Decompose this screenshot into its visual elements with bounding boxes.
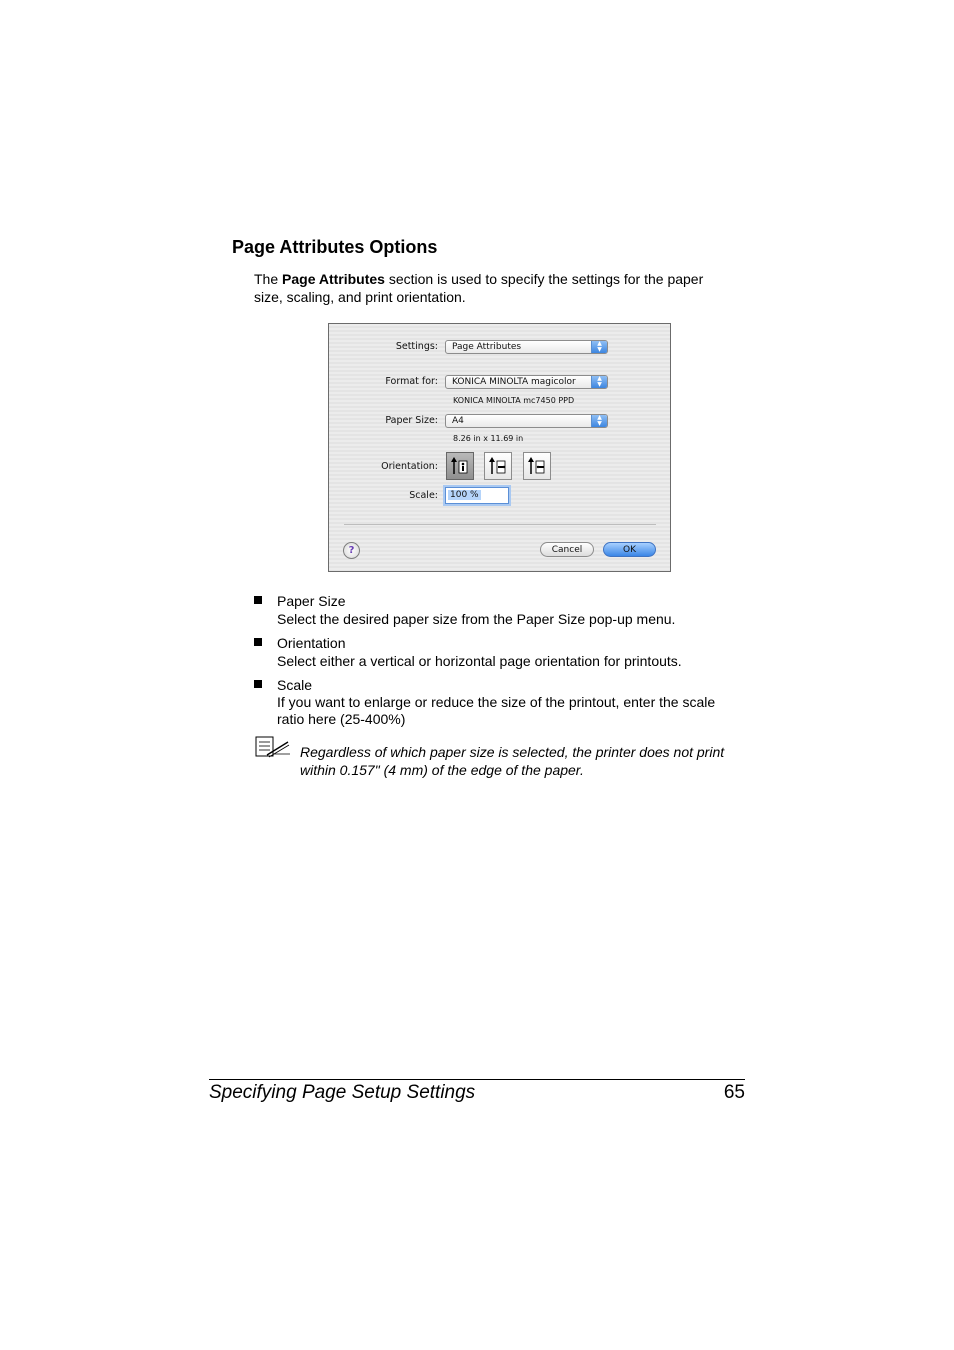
popup-arrows-icon: ▲ ▼	[591, 376, 607, 388]
page-attributes-dialog	[328, 323, 671, 572]
scale-input-value: 100 %	[450, 490, 479, 500]
note-pencil-icon	[255, 736, 291, 763]
bullet-square-icon	[254, 680, 262, 688]
format-for-popup[interactable]	[445, 375, 608, 389]
intro-bold-term: Page Attributes	[282, 271, 385, 287]
format-for-subtitle: KONICA MINOLTA mc7450 PPD	[453, 396, 575, 405]
paper-size-popup-value: A4	[452, 416, 464, 426]
bullet-desc-scale: If you want to enlarge or reduce the size of the printout, enter the scale ratio here (25-400%)	[277, 694, 716, 727]
ok-button[interactable]: OK	[603, 542, 656, 557]
popup-arrows-icon: ▲ ▼	[591, 415, 607, 427]
bullet-title-paper-size: Paper Size	[277, 593, 346, 609]
orientation-landscape-left-button[interactable]	[484, 452, 512, 480]
bullet-square-icon	[254, 638, 262, 646]
scale-label: Scale:	[409, 490, 438, 501]
orientation-landscape-right-button[interactable]	[523, 452, 551, 480]
intro-prefix: The	[254, 271, 283, 287]
scale-input[interactable]	[445, 487, 509, 504]
paper-size-popup[interactable]	[445, 414, 608, 428]
bullet-desc-paper-size: Select the desired paper size from the Paper Size pop-up menu.	[277, 611, 676, 627]
bullet-square-icon	[254, 596, 262, 604]
settings-popup[interactable]	[445, 340, 608, 354]
bullet-title-orientation: Orientation	[277, 635, 346, 651]
help-button[interactable]: ?	[343, 542, 360, 559]
dialog-separator	[344, 524, 656, 525]
settings-popup-value: Page Attributes	[452, 342, 522, 352]
format-for-popup-value: KONICA MINOLTA magicolor	[452, 377, 576, 387]
paper-size-label: Paper Size:	[385, 415, 438, 426]
bullet-desc-orientation: Select either a vertical or horizontal page orientation for printouts.	[277, 653, 682, 669]
paper-size-dimensions: 8.26 in x 11.69 in	[453, 434, 524, 443]
footer-rule	[209, 1079, 745, 1080]
landscape-left-icon	[488, 456, 508, 476]
bullet-title-scale: Scale	[277, 677, 313, 693]
popup-arrows-icon: ▲ ▼	[591, 341, 607, 353]
section-heading: Page Attributes Options	[232, 237, 438, 257]
orientation-portrait-button[interactable]	[446, 452, 474, 480]
landscape-right-icon	[527, 456, 547, 476]
intro-suffix: section is used to specify the settings for the paper size, scaling, and print orientation.	[254, 271, 704, 305]
note-text: Regardless of which paper size is selected, the printer does not print within 0.157" (4 mm) of the edge of the paper.	[300, 744, 725, 778]
portrait-icon	[450, 456, 470, 476]
cancel-button[interactable]: Cancel	[540, 542, 594, 557]
settings-label: Settings:	[395, 341, 438, 352]
page-number: 65	[723, 1082, 745, 1103]
intro-paragraph	[254, 270, 734, 306]
footer-title: Specifying Page Setup Settings	[209, 1082, 476, 1103]
format-for-label: Format for:	[385, 376, 438, 387]
orientation-label: Orientation:	[381, 461, 438, 472]
